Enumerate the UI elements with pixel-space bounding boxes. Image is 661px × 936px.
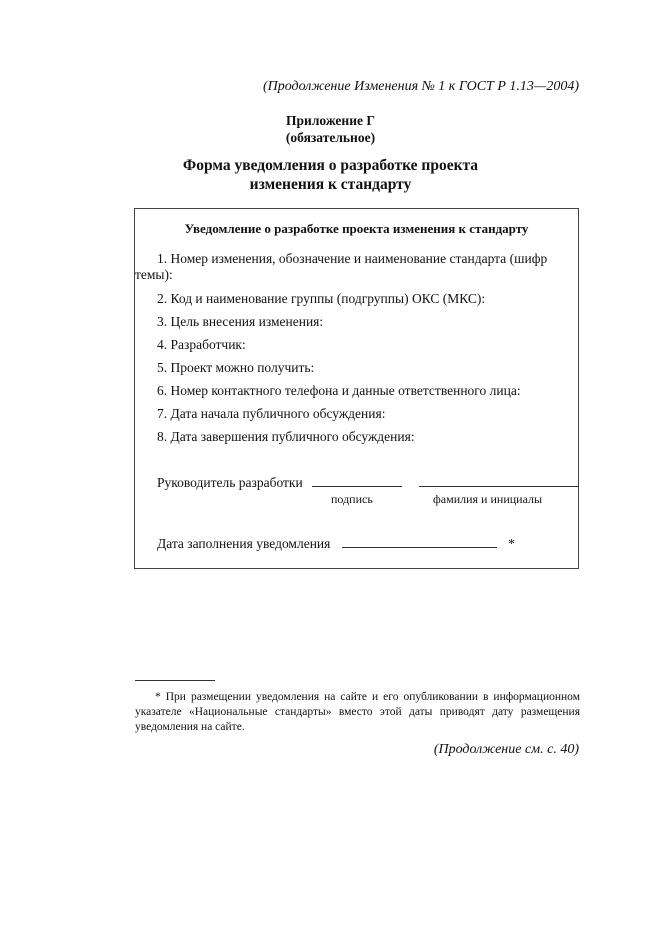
footnote-text: * При размещении уведомления на сайте и его опубликовании в информационном указателе «Национальные стандарты» вместо этой даты приводят дату размещения уведомления на сайте.: [135, 691, 580, 733]
header-continuation: (Продолжение Изменения № 1 к ГОСТ Р 1.13—2004): [262, 79, 579, 94]
head-signature-line: [157, 474, 579, 491]
form-title: [0, 156, 661, 194]
signature-blank: [312, 474, 402, 487]
notice-item-1-continuation: темы):: [135, 267, 173, 282]
notice-item-3: 3. Цель внесения изменения:: [157, 314, 324, 329]
form-title-line1: Форма уведомления о разработке проекта: [182, 157, 479, 174]
fill-date-line: [157, 535, 515, 552]
notice-item-5: 5. Проект можно получить:: [157, 360, 315, 375]
footnote-mark: *: [508, 536, 515, 551]
notice-item-6: 6. Номер контактного телефона и данные ответственного лица:: [157, 383, 521, 398]
appendix-heading: [0, 112, 661, 146]
appendix-title: Приложение Г: [286, 113, 375, 128]
date-label: Дата заполнения уведомления: [157, 536, 331, 551]
footnote-divider: [135, 680, 215, 681]
notice-item-8: 8. Дата завершения публичного обсуждения:: [157, 429, 415, 444]
notice-item-1: [135, 251, 578, 283]
footer-continuation: (Продолжение см. с. 40): [433, 742, 579, 757]
notice-item-1-text: 1. Номер изменения, обозначение и наименование стандарта (шифр: [157, 251, 548, 266]
notice-item-2: 2. Код и наименование группы (подгруппы) ОКС (МКС):: [157, 291, 486, 306]
head-label: Руководитель разработки: [157, 475, 303, 490]
name-blank: [419, 474, 579, 487]
form-title-line2: изменения к стандарту: [249, 176, 412, 193]
notice-title: Уведомление о разработке проекта изменения к стандарту: [184, 221, 529, 236]
notice-form-box: [134, 208, 579, 569]
notice-item-4: 4. Разработчик:: [157, 337, 246, 352]
date-blank: [342, 535, 497, 548]
caption-signature: подпись: [331, 492, 373, 506]
caption-name: фамилия и инициалы: [433, 492, 543, 506]
notice-item-7: 7. Дата начала публичного обсуждения:: [157, 406, 386, 421]
appendix-status: (обязательное): [285, 130, 376, 145]
